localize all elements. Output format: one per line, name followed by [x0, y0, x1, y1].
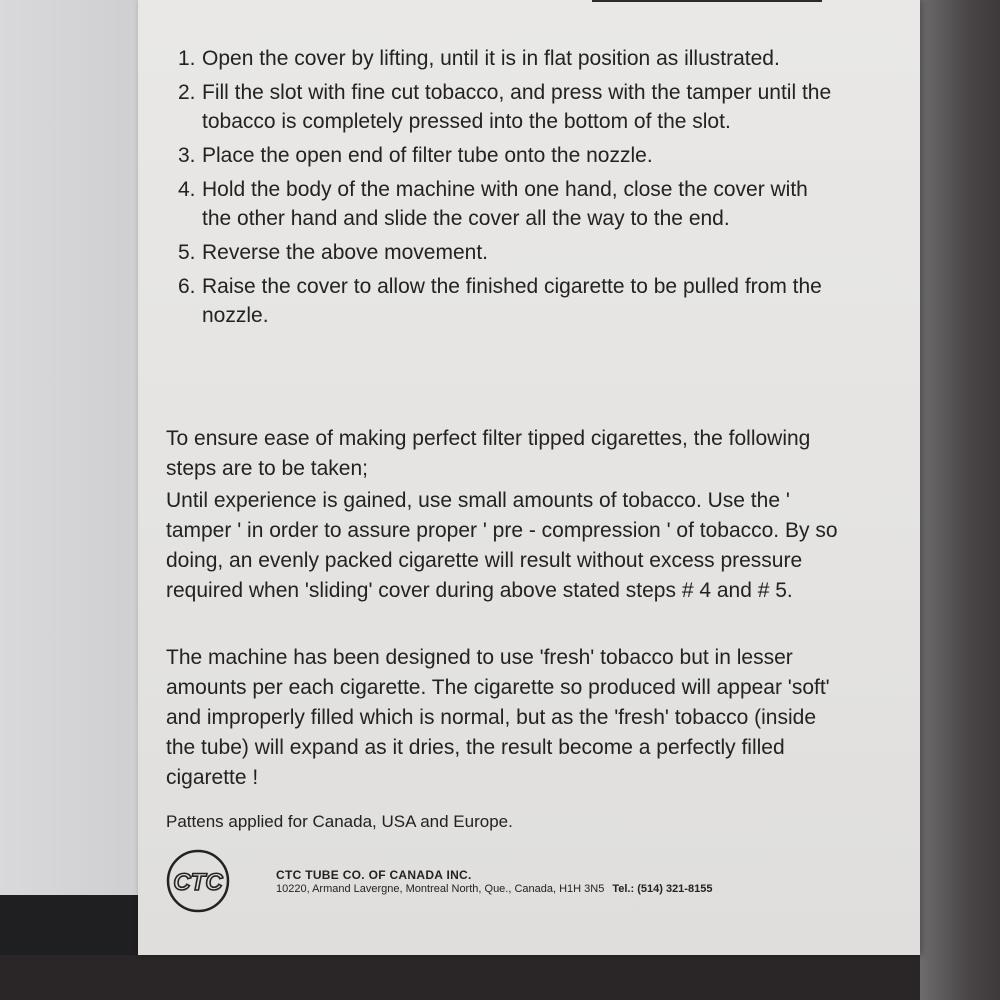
instruction-steps — [168, 44, 838, 335]
logo-text: CTC — [173, 869, 223, 896]
step-item — [168, 78, 838, 136]
left-background-panel — [0, 0, 138, 900]
step-text: Reverse the above movement. — [202, 241, 488, 264]
step-text: Fill the slot with fine cut tobacco, and press with the tamper until the tobacco is completely pressed into the bottom of the slot. — [202, 81, 832, 133]
company-address-line — [276, 883, 712, 895]
step-item — [168, 238, 838, 267]
step-text: Open the cover by lifting, until it is in flat position as illustrated. — [202, 47, 780, 70]
company-name: CTC TUBE CO. OF CANADA INC. — [276, 868, 472, 882]
step-text: Place the open end of filter tube onto the nozzle. — [202, 144, 653, 167]
step-number: 4. — [178, 178, 196, 201]
step-number: 6. — [178, 275, 196, 298]
step-item — [168, 272, 838, 330]
bottom-dark-area — [0, 955, 1000, 1000]
step-number: 2. — [178, 81, 196, 104]
company-address: 10220, Armand Lavergne, Montreal North, Que., Canada, H1H 3N5 — [276, 883, 605, 895]
step-number: 5. — [178, 241, 196, 264]
experience-paragraph: Until experience is gained, use small amounts of tobacco. Use the ' tamper ' in order to assure proper ' pre - compression ' of tobacco. By so doing, an evenly packed cigarette will result without excess pressure required when 'sliding' cover during above stated steps # 4 and # 5. — [166, 489, 838, 602]
step-number: 3. — [178, 144, 196, 167]
step-number: 1. — [178, 47, 196, 70]
step-item — [168, 175, 838, 233]
step-text: Hold the body of the machine with one hand, close the cover with the other hand and slide the cover all the way to the end. — [202, 178, 808, 230]
top-rule-line — [592, 0, 822, 2]
step-text: Raise the cover to allow the finished cigarette to be pulled from the nozzle. — [202, 275, 822, 327]
ease-paragraph: To ensure ease of making perfect filter tipped cigarettes, the following steps are to be taken; — [166, 427, 811, 480]
ctc-logo-icon — [165, 848, 231, 914]
company-telephone: Tel.: (514) 321-8155 — [612, 883, 713, 895]
machine-paragraph: The machine has been designed to use 'fresh' tobacco but in lesser amounts per each cigarette. The cigarette so produced will appear 'soft' and improperly filled which is normal, but as the 'fresh' tobacco (inside the tube) will expand as it dries, the result become a perfectly filled cigarette ! — [166, 646, 830, 789]
step-item — [168, 141, 838, 170]
patents-note: Pattens applied for Canada, USA and Europe. — [166, 812, 513, 831]
step-item — [168, 44, 838, 73]
right-background-shadow — [920, 0, 1000, 1000]
